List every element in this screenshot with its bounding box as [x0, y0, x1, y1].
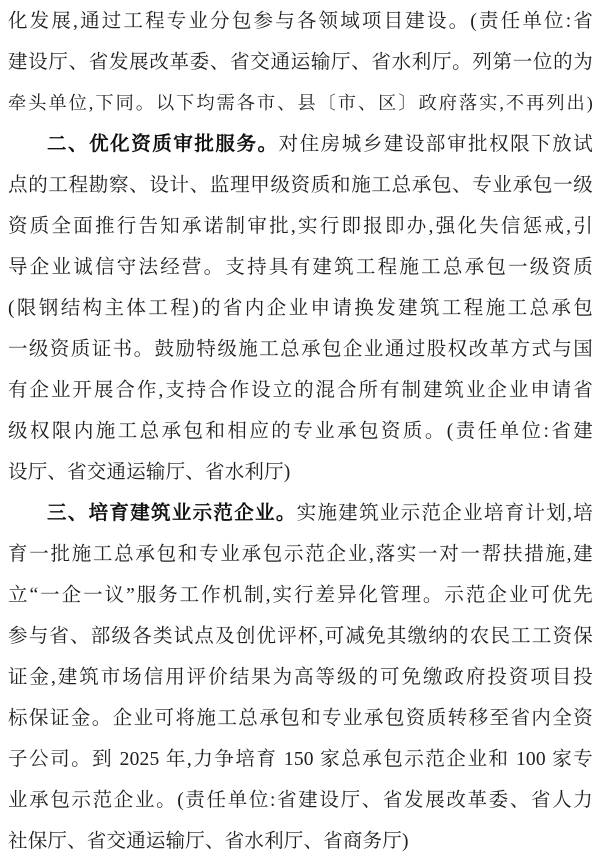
text-line — [8, 821, 593, 862]
text-line — [8, 288, 593, 329]
line-text: 建设厅、省发展改革委、省交通运输厅、省水利厅。列第一位的为 — [8, 52, 593, 73]
line-text: 化发展,通过工程专业分包参与各领域项目建设。(责任单位:省 — [8, 11, 593, 32]
text-line — [8, 370, 593, 411]
line-text: 实施建筑业示范企业培育计划,培 — [296, 503, 593, 524]
text-line — [8, 1, 593, 42]
text-line — [8, 534, 593, 575]
text-line — [8, 616, 593, 657]
line-text: 业承包示范企业。(责任单位:省建设厅、省发展改革委、省人力 — [8, 790, 593, 811]
text-line — [8, 452, 593, 493]
text-line — [8, 657, 593, 698]
line-text: 子公司。到 2025 年,力争培育 150 家总承包示范企业和 100 家专 — [8, 749, 593, 770]
text-line — [8, 780, 593, 821]
text-line — [8, 329, 593, 370]
text-line — [8, 493, 593, 534]
text-line — [8, 42, 593, 83]
line-text: 设厅、省交通运输厅、省水利厅) — [8, 462, 291, 483]
section-heading: 三、培育建筑业示范企业。 — [47, 502, 297, 524]
text-line — [8, 698, 593, 739]
text-line — [8, 247, 593, 288]
line-text: 级权限内施工总承包和相应的专业承包资质。(责任单位:省建 — [8, 421, 593, 442]
line-text: 参与省、部级各类试点及创优评杯,可减免其缴纳的农民工工资保 — [8, 626, 593, 647]
text-line — [8, 206, 593, 247]
text-line — [8, 575, 593, 616]
line-text: (限钢结构主体工程)的省内企业申请换发建筑工程施工总承包 — [8, 298, 593, 319]
line-text: 对住房城乡建设部审批权限下放试 — [278, 134, 593, 155]
line-text: 资质全面推行告知承诺制审批,实行即报即办,强化失信惩戒,引 — [8, 216, 593, 237]
line-text: 证金,建筑市场信用评价结果为高等级的可免缴政府投资项目投 — [8, 667, 593, 688]
line-text: 一级资质证书。鼓励特级施工总承包企业通过股权改革方式与国 — [8, 339, 593, 360]
line-text: 立“一企一议”服务工作机制,实行差异化管理。示范企业可优先 — [8, 585, 593, 606]
line-text: 标保证金。企业可将施工总承包和专业承包资质转移至省内全资 — [8, 708, 593, 729]
section-heading: 二、优化资质审批服务。 — [47, 133, 279, 155]
text-line — [8, 165, 593, 206]
line-text: 牵头单位,下同。以下均需各市、县〔市、区〕政府落实,不再列出) — [8, 93, 593, 113]
text-line — [8, 83, 593, 124]
line-text: 有企业开展合作,支持合作设立的混合所有制建筑业企业申请省 — [8, 380, 593, 401]
line-text: 育一批施工总承包和专业承包示范企业,落实一对一帮扶措施,建 — [8, 544, 593, 565]
line-text: 点的工程勘察、设计、监理甲级资质和施工总承包、专业承包一级 — [8, 175, 593, 196]
text-line — [8, 739, 593, 780]
line-text: 社保厅、省交通运输厅、省水利厅、省商务厅) — [8, 831, 409, 852]
text-line — [8, 411, 593, 452]
line-text: 导企业诚信守法经营。支持具有建筑工程施工总承包一级资质 — [8, 257, 593, 278]
text-line — [8, 124, 593, 165]
